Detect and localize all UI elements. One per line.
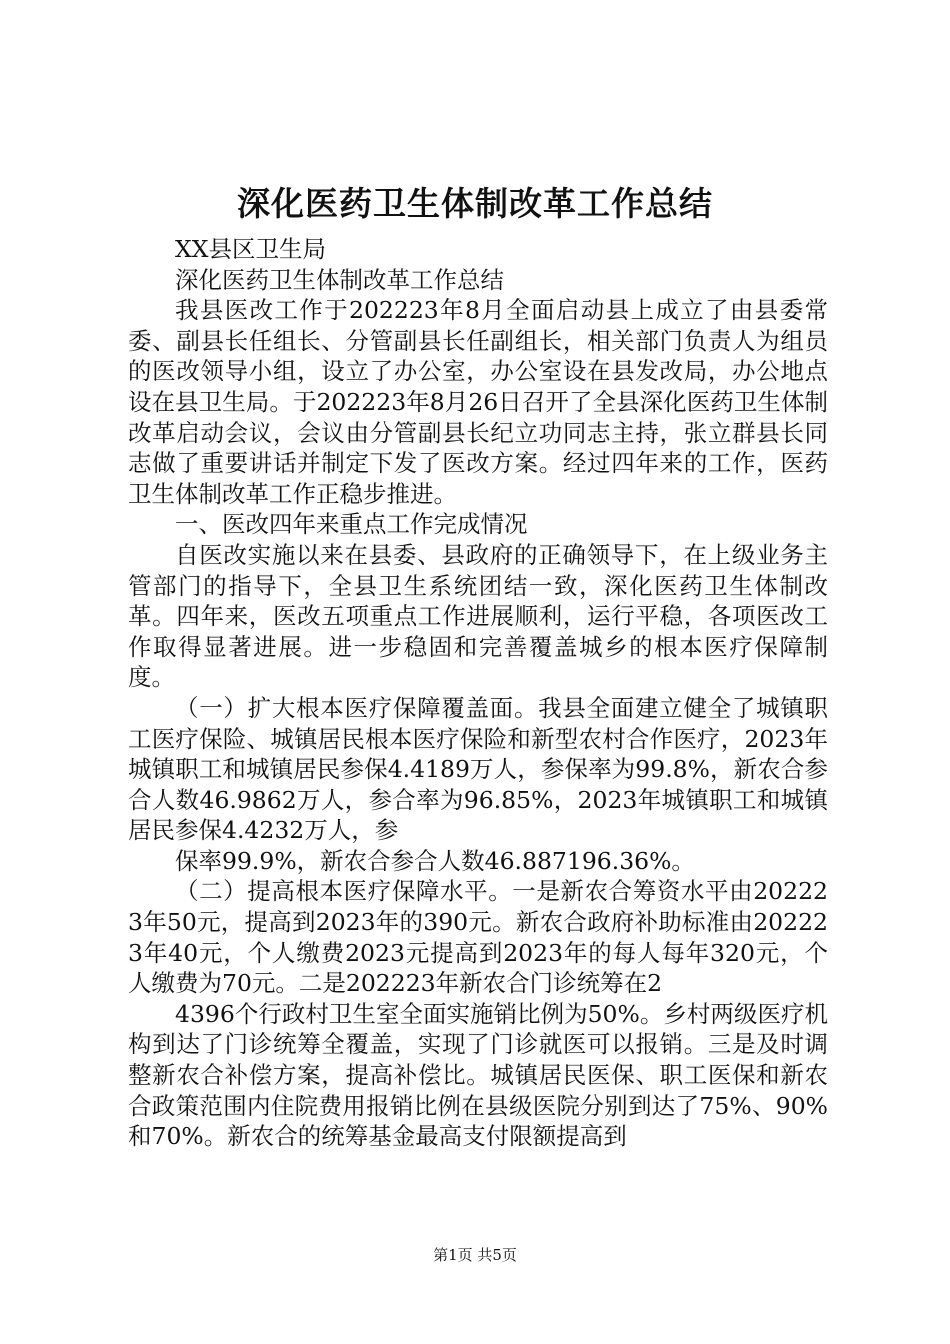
paragraph-coverage: （一）扩大根本医疗保障覆盖面。我县全面建立健全了城镇职工医疗保险、城镇居民根本医疗保险和新型农村合作医疗，2023年城镇职工和城镇居民参保4.4189万人，参保率为99.8%，新农合参合人数46.9862万人，参合率为96.85%，2023年城镇职工和城镇居民参保4.4232万人，参 bbox=[128, 693, 828, 845]
paragraph-overview: 自医改实施以来在县委、县政府的正确领导下，在上级业务主管部门的指导下，全县卫生系统团结一致，深化医药卫生体制改革。四年来，医改五项重点工作进展顺利，运行平稳，各项医改工作取得显著进展。进一步稳固和完善覆盖城乡的根本医疗保障制度。 bbox=[128, 540, 828, 692]
paragraph-issuer: XX县区卫生局 bbox=[175, 235, 326, 263]
document-body bbox=[128, 234, 828, 1152]
section-heading-1: 一、医改四年来重点工作完成情况 bbox=[175, 510, 528, 539]
paragraph-coverage-cont: 保率99.9%，新农合参合人数46.887196.36%。 bbox=[175, 846, 695, 875]
paragraph-reimbursement: 4396个行政村卫生室全面实施销比例为50%。乡村两级医疗机构到达了门诊统筹全覆盖，实现了门诊就医可以报销。三是及时调整新农合补偿方案，提高补偿比。城镇居民医保、职工医保和新农合政策范围内住院费用报销比例在县级医院分别到达了75%、90%和70%。新农合的统筹基金最高支付限额提高到 bbox=[128, 999, 828, 1151]
paragraph-intro: 我县医改工作于202223年8月全面启动县上成立了由县委常委、副县长任组长、分管副县长任副组长，相关部门负责人为组员的医改领导小组，设立了办公室，办公室设在县发改局，办公地点设在县卫生局。于202223年8月26日召开了全县深化医药卫生体制改革启动会议，会议由分管副县长纪立功同志主持，张立群县长同志做了重要讲话并制定下发了医改方案。经过四年来的工作，医药卫生体制改革工作正稳步推进。 bbox=[128, 296, 828, 508]
paragraph-subtitle: 深化医药卫生体制改革工作总结 bbox=[175, 265, 504, 294]
document-title: 深化医药卫生体制改革工作总结 bbox=[237, 184, 713, 223]
paragraph-level: （二）提高根本医疗保障水平。一是新农合筹资水平由202223年50元，提高到2023年的390元。新农合政府补助标准由202223年40元，个人缴费2023元提高到2023年的每人每年320元，个人缴费为70元。二是202223年新农合门诊统筹在2 bbox=[128, 877, 828, 998]
page-footer: 第1页 共5页 bbox=[433, 1246, 517, 1264]
